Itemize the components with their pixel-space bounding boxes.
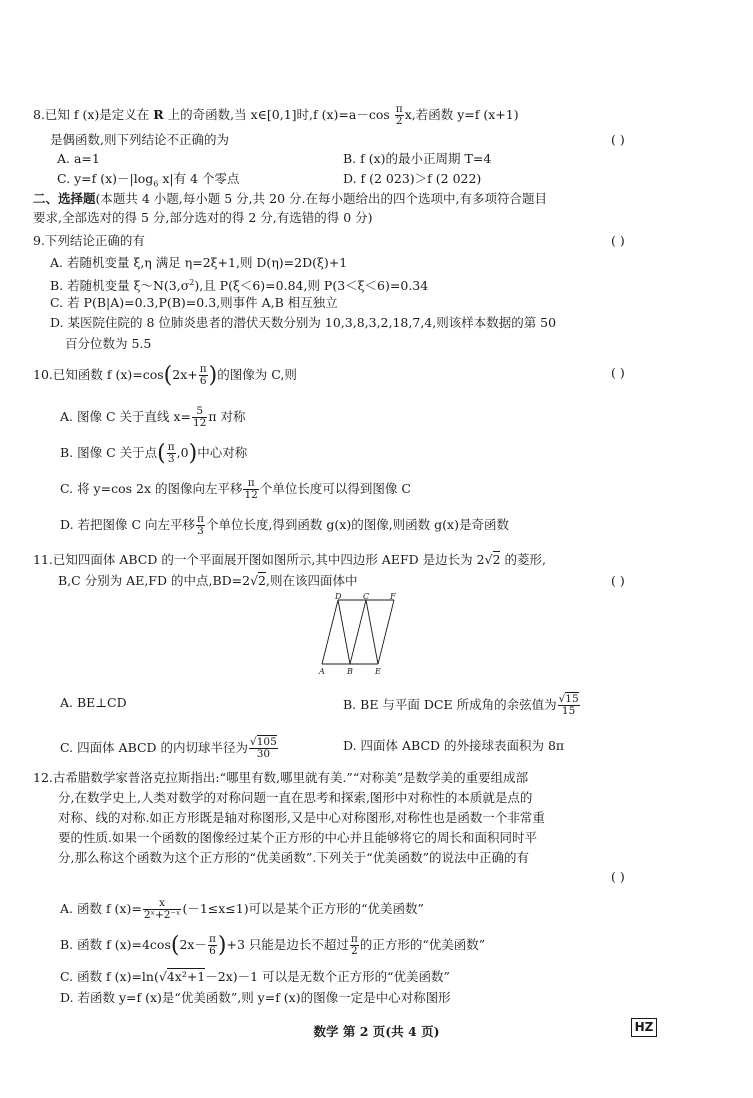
q9-option-d-line2: 百分位数为 5.5	[65, 336, 152, 351]
section2-line2: 要求,全部选对的得 5 分,部分选对的得 2 分,有选错的得 0 分)	[33, 210, 373, 225]
q9-answer-paren: ( )	[611, 233, 625, 248]
q8-option-c: C. y=f $(x)-|\log_6$ x|有 4 个零点	[57, 171, 240, 189]
q12-option-b: B. 函数 f (x)=4cos(2x－ $\frac{\pi}{6}$ )+3 只能是边长不超过 $\frac{\pi}{2}$ 的正方形的“优美函数”	[60, 933, 486, 958]
q8-stem-line2: 是偶函数,则下列结论不正确的为	[50, 132, 229, 147]
q9-option-b: B. 若随机变量 $\xi\sim N(3,\sigma^2)$,且 P(ξ＜6)=0.84,则 P(3＜ξ＜6)=0.34	[50, 278, 429, 294]
hz-badge: HZ	[631, 1018, 657, 1037]
q11-option-a: A. BE⊥CD	[60, 695, 127, 710]
q10-option-c: C. 将 y=cos 2x 的图像向左平移 $\frac{\pi}{12}$ 个单位长度可以得到图像 C	[60, 477, 411, 501]
q12-stem-line4: 要的性质.如果一个函数的图像经过某个正方形的中心并且能够将它的周长和面积同时平	[58, 830, 537, 845]
label-C: C	[363, 592, 370, 601]
q12-stem-line1: 12.古希腊数学家普洛克拉斯指出:“哪里有数,哪里就有美.”“对称美”是数学美的重要组成部	[33, 770, 529, 785]
q9-option-c: C. 若 P(B|A)=0.3,P(B)=0.3,则事件 A,B 相互独立	[50, 295, 338, 310]
q10-stem: 10.已知函数 f (x)=cos(2x+ $\frac{\pi}{6}$ )的图像为 C,则	[33, 363, 297, 388]
q12-option-a: A. 函数 f (x)= $\frac{x}{\text{2ˣ+2⁻ˣ}}$ (－1≤x≤1)可以是某个正方形的“优美函数”	[60, 897, 424, 921]
q11-stem-line1: 11.已知四面体 ABCD 的一个平面展开图如图所示,其中四边形 AEFD 是边长为 2√2 的菱形,	[33, 552, 546, 567]
label-F: F	[390, 592, 396, 601]
q10-option-b: B. 图像 C 关于点( $\frac{\pi}{3}$ ,0)中心对称	[60, 441, 248, 466]
q11-option-b: B. BE 与平面 DCE 所成角的余弦值为 $\frac{√15}{15}$	[343, 693, 579, 717]
q11-option-d: D. 四面体 ABCD 的外接球表面积为 8π	[343, 738, 565, 753]
q12-answer-paren: ( )	[611, 869, 625, 884]
label-D: D	[335, 592, 342, 601]
q10-option-a: A. 图像 C 关于直线 x= $\frac{5}{12}$ π 对称	[60, 405, 246, 429]
q8-stem-line1: 8.已知 f (x)是定义在 R 上的奇函数,当 x∈[0,1]时,f (x)=a－cos $\frac{\pi}{2}$ x,若函数 y=f (x+1)	[33, 103, 519, 127]
q12-stem-line2: 分,在数学史上,人类对数学的对称问题一直在思考和探索,图形中对称性的本质就是点的	[58, 790, 533, 805]
label-B: B	[347, 667, 353, 676]
pi-over-2-fraction: $\frac{\pi}{2}$	[395, 103, 403, 127]
q12-option-c: C. 函数 f (x)=ln(√4x²+1－2x)－1 可以是无数个正方形的“优美函数”	[60, 969, 450, 984]
q11-net-figure	[316, 592, 398, 678]
q11-stem-line2: B,C 分别为 AE,FD 的中点,BD=2√2,则在该四面体中	[58, 573, 358, 588]
section2-line1: 二、选择题(本题共 4 小题,每小题 5 分,共 20 分.在每小题给出的四个选项中,有多项符合题目	[33, 191, 547, 206]
q11-option-c: C. 四面体 ABCD 的内切球半径为 $\frac{√105}{30}$	[60, 736, 277, 760]
q9-stem: 9.下列结论正确的有	[33, 233, 145, 248]
label-A: A	[319, 667, 325, 676]
q8-option-a: A. a=1	[57, 151, 100, 166]
q8-option-d: D. f (2 023)＞f (2 022)	[343, 171, 482, 186]
q10-answer-paren: ( )	[611, 365, 625, 380]
q12-option-d: D. 若函数 y=f (x)是“优美函数”,则 y=f (x)的图像一定是中心对称图形	[60, 990, 451, 1005]
page-footer: 数学 第 2 页(共 4 页)	[313, 1024, 440, 1039]
q12-stem-line5: 分,那么称这个函数为这个正方形的“优美函数”.下列关于“优美函数”的说法中正确的有	[58, 850, 530, 865]
q9-option-d-line1: D. 某医院住院的 8 位肺炎患者的潜伏天数分别为 10,3,8,3,2,18,7,4,则该样本数据的第 50	[50, 315, 557, 330]
q12-stem-line3: 对称、线的对称.如正方形既是轴对称图形,又是中心对称图形,对称性也是函数一个非常重	[58, 810, 545, 825]
q11-answer-paren: ( )	[611, 573, 625, 588]
q8-answer-paren: ( )	[611, 132, 625, 147]
q8-option-b: B. f (x)的最小正周期 T=4	[343, 151, 492, 166]
q9-option-a: A. 若随机变量 ξ,η 满足 η=2ξ+1,则 D(η)=2D(ξ)+1	[50, 255, 348, 270]
q10-option-d: D. 若把图像 C 向左平移 $\frac{\pi}{3}$ 个单位长度,得到函数 g(x)的图像,则函数 g(x)是奇函数	[60, 513, 509, 537]
label-E: E	[375, 667, 381, 676]
